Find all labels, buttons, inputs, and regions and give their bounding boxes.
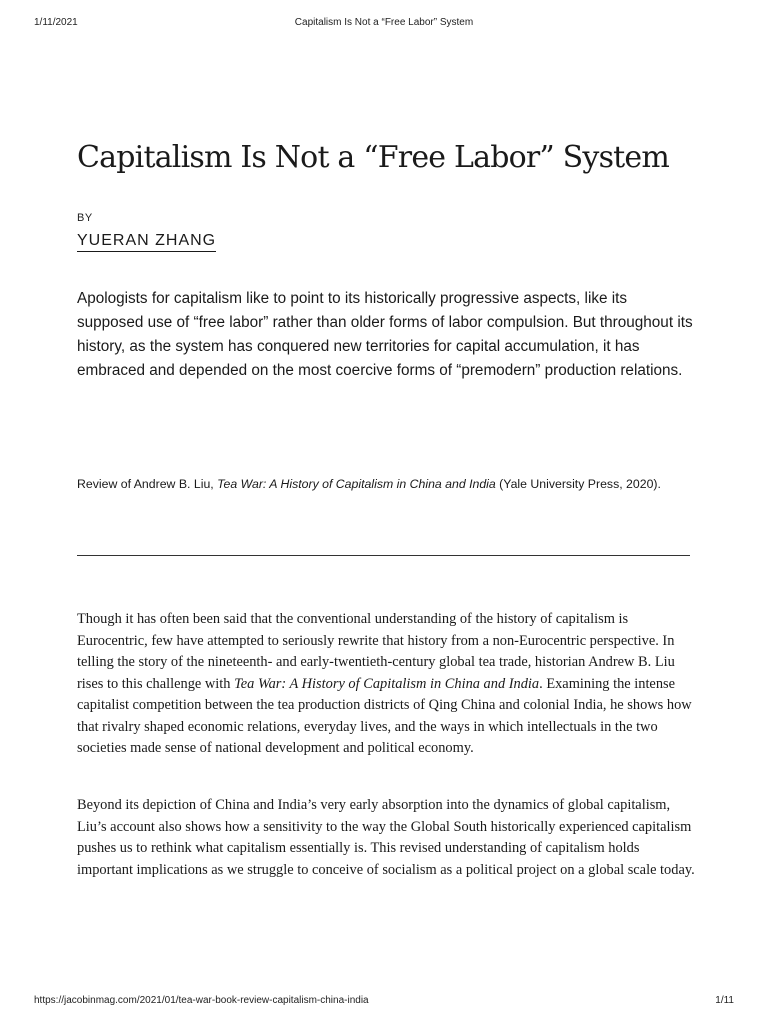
page-number: 1/11 bbox=[715, 995, 734, 1006]
print-date: 1/11/2021 bbox=[34, 17, 78, 28]
article-title: Capitalism Is Not a “Free Labor” System bbox=[77, 140, 670, 175]
author-link[interactable]: YUERAN ZHANG bbox=[77, 232, 216, 252]
page-url: https://jacobinmag.com/2021/01/tea-war-book-review-capitalism-china-india bbox=[34, 995, 369, 1006]
print-doc-title: Capitalism Is Not a “Free Labor” System bbox=[294, 17, 474, 28]
body-paragraph bbox=[77, 609, 697, 760]
body-paragraph: Beyond its depiction of China and India’s very early absorption into the dynamics of global capitalism, Liu’s account also shows how a sensitivity to the way the Global South historically experienced capitalism pushes us to rethink what capitalism essentially is. This revised understanding of capitalism holds important implications as we struggle to conceive of socialism as a political project on a global scale today. bbox=[77, 797, 695, 878]
review-note-suffix: (Yale University Press, 2020). bbox=[495, 477, 661, 491]
paragraph-text: . Examining the intense capitalist competition between the tea production districts of Qing China and colonial India, he shows how that rivalry shaped economic relations, everyday lives, and the ways in which intellectuals in the two societies made sense of national development and political economy. bbox=[77, 675, 692, 756]
review-book-title: Tea War: A History of Capitalism in China and India bbox=[217, 477, 496, 491]
section-divider bbox=[77, 555, 690, 556]
review-note bbox=[77, 474, 692, 495]
book-title-italic: Tea War: A History of Capitalism in China and India bbox=[234, 675, 540, 692]
byline-label: BY bbox=[77, 212, 93, 224]
article-lede: Apologists for capitalism like to point to its historically progressive aspects, like its supposed use of “free labor” rather than older forms of labor compulsion. But throughout its history, as the system has conquered new territories for capital accumulation, it has embraced and depended on the most coercive forms of “premodern” production relations. bbox=[77, 290, 693, 379]
paragraph-text: Though it has often been said that the conventional understanding of the history of capitalism is Eurocentric, few have attempted to seriously rewrite that history from a non-Eurocentric perspective. In telling the story of the nineteenth- and early-twentieth-century global tea trade, historian Andrew B. Liu rises to this challenge with bbox=[77, 611, 675, 692]
review-note-prefix: Review of Andrew B. Liu, bbox=[77, 477, 218, 491]
